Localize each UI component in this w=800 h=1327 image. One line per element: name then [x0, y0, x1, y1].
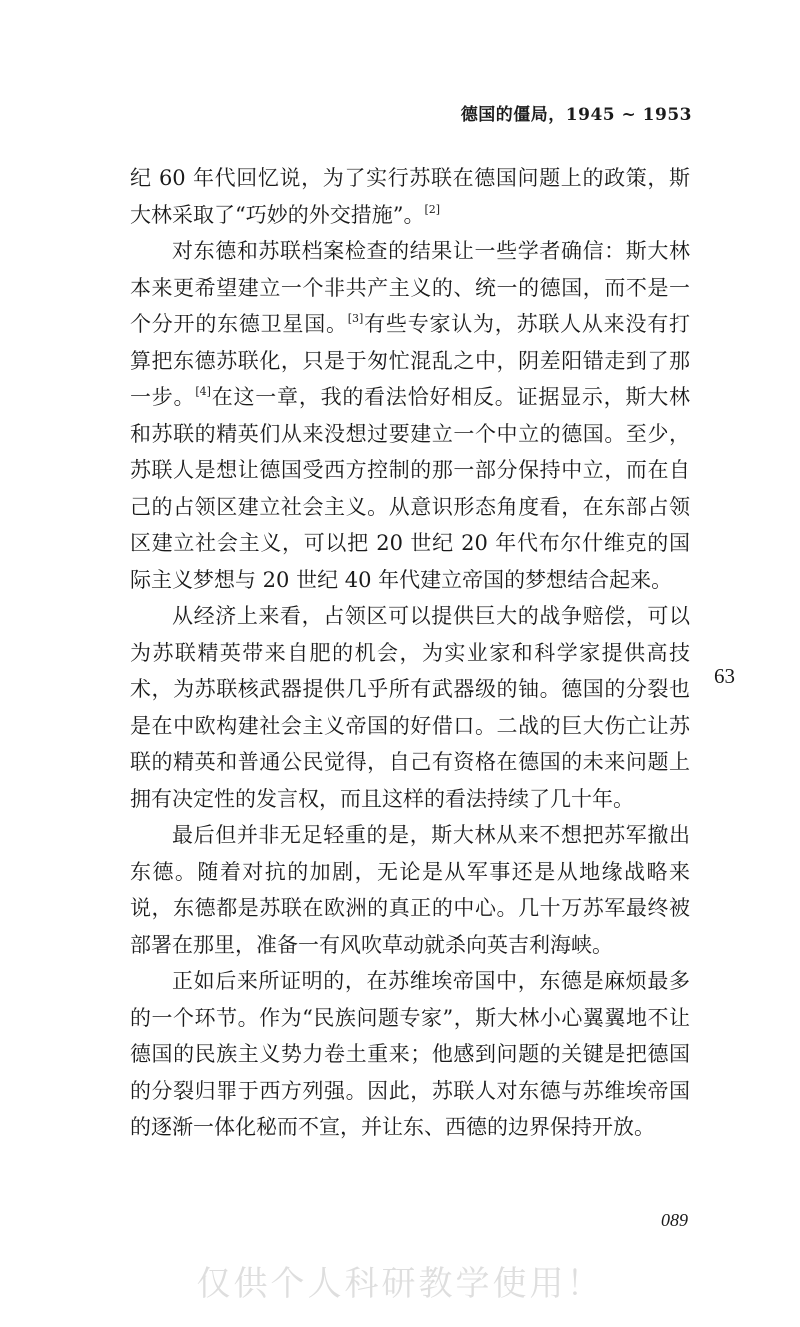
page-number: 089: [661, 1210, 688, 1230]
text-run: 最后但并非无足轻重的是，斯大林从来不想把苏军撤出东德。随着对抗的加剧，无论是从军事还是从地缘战略来说，东德都是苏联在欧洲的真正的中心。几十万苏军最终被部署在那里，准备一有风吹草动就杀向英吉利海峡。: [130, 823, 690, 957]
text-run: 从经济上来看，占领区可以提供巨大的战争赔偿，可以为苏联精英带来自肥的机会，为实业家和科学家提供高技术，为苏联核武器提供几乎所有武器级的铀。德国的分裂也是在中欧构建社会主义帝国的好借口。二战的巨大伤亡让苏联的精英和普通公民觉得，自己有资格在德国的未来问题上拥有决定性的发言权，而且这样的看法持续了几十年。: [130, 604, 690, 811]
running-head: 德国的僵局，1945 ~ 1953: [460, 105, 692, 125]
paragraph: [130, 160, 690, 233]
paragraph: [130, 817, 690, 963]
body-text: [130, 160, 690, 1146]
text-run: 有些专家认为，苏联人从来没有打算把东德苏联化，只是于匆忙混乱之中，阴差阳错走到了那一步。: [130, 312, 691, 409]
footnote-marker: [4]: [195, 385, 211, 398]
footnote-marker: [3]: [347, 312, 364, 325]
original-page-number: 63: [714, 664, 735, 688]
text-run: 纪 60 年代回忆说，为了实行苏联在德国问题上的政策，斯大林采取了“巧妙的外交措施”。: [130, 166, 690, 227]
watermark: 仅供个人科研教学使用！: [196, 1264, 604, 1304]
paragraph: [130, 233, 690, 598]
text-run: 正如后来所证明的，在苏维埃帝国中，东德是麻烦最多的一个环节。作为“民族问题专家”，斯大林小心翼翼地不让德国的民族主义势力卷土重来；他感到问题的关键是把德国的分裂归罪于西方列强。因此，苏联人对东德与苏维埃帝国的逐渐一体化秘而不宣，并让东、西德的边界保持开放。: [130, 969, 690, 1139]
paragraph: [130, 963, 690, 1146]
text-run: 对东德和苏联档案检查的结果让一些学者确信：斯大林本来更希望建立一个非共产主义的、统一的德国，而不是一个分开的东德卫星国。: [130, 239, 690, 336]
paragraph: [130, 598, 690, 817]
text-run: 在这一章，我的看法恰好相反。证据显示，斯大林和苏联的精英们从来没想过要建立一个中立的德国。至少，苏联人是想让德国受西方控制的那一部分保持中立，而在自己的占领区建立社会主义。从意识形态角度看，在东部占领区建立社会主义，可以把 20 世纪 20 年代布尔什维克的国际主义梦想与 20 世纪 40 年代建立帝国的梦想结合起来。: [130, 385, 691, 592]
footnote-marker: [2]: [424, 202, 441, 216]
